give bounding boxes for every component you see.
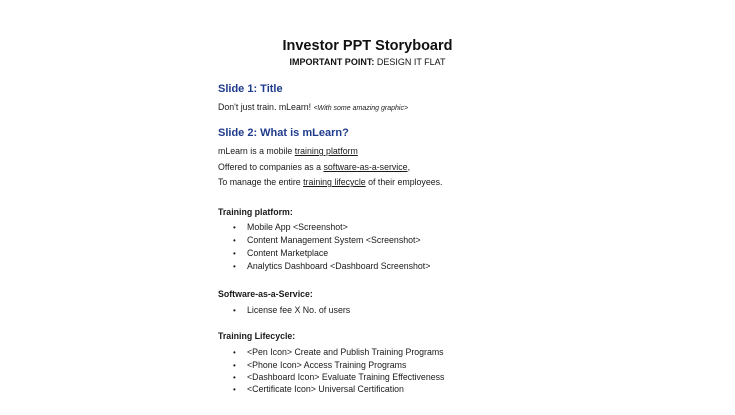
list-item [233, 360, 406, 370]
list-item-text: <Certificate Icon> Universal Certification [247, 384, 404, 394]
list-item [233, 261, 430, 271]
list-item [233, 235, 421, 245]
document-subtitle [0, 57, 735, 67]
training-platform-link[interactable]: training platform [294, 146, 358, 156]
slide2-line3-text: To manage the entire [218, 177, 304, 187]
slide2-line1-text: mLearn is a mobile [218, 146, 295, 156]
list-item [233, 384, 404, 394]
list-item-text: License fee X No. of users [247, 305, 351, 315]
saas-heading: Software-as-a-Service: [218, 289, 313, 299]
saas-link[interactable]: software-as-a-service [323, 162, 408, 172]
slide2-line3-tail: of their employees. [365, 177, 443, 187]
list-item-text: Content Marketplace [247, 248, 329, 258]
subtitle-text: DESIGN IT FLAT [376, 57, 446, 67]
bullet-icon: • [233, 306, 236, 315]
slide1-tagline: Don't just train. mLearn! [218, 102, 314, 112]
slide2-line2 [218, 162, 410, 172]
bullet-icon: • [233, 348, 236, 357]
slide1-text [218, 102, 408, 112]
list-item [233, 248, 328, 258]
list-item-text: <Pen Icon> Create and Publish Training Programs [247, 347, 444, 357]
slide2-line3 [218, 177, 442, 187]
bullet-icon: • [233, 262, 236, 271]
subtitle-label: IMPORTANT POINT: [289, 57, 375, 67]
list-item [233, 347, 444, 357]
list-item-text: Mobile App <Screenshot> [247, 222, 348, 232]
training-lifecycle-link[interactable]: training lifecycle [303, 177, 366, 187]
bullet-icon: • [233, 385, 236, 394]
bullet-icon: • [233, 361, 236, 370]
list-item-text: <Phone Icon> Access Training Programs [247, 360, 407, 370]
list-item-text: <Dashboard Icon> Evaluate Training Effectiveness [247, 372, 445, 382]
slide2-line2-text: Offered to companies as a [218, 162, 324, 172]
lifecycle-heading: Training Lifecycle: [218, 331, 296, 341]
list-item-text: Analytics Dashboard <Dashboard Screenshot> [247, 261, 431, 271]
bullet-icon: • [233, 373, 236, 382]
bullet-icon: • [233, 249, 236, 258]
list-item-text: Content Management System <Screenshot> [247, 235, 421, 245]
training-platform-heading: Training platform: [218, 207, 293, 217]
slide1-heading: Slide 1: Title [218, 83, 283, 95]
slide2-line1 [218, 146, 358, 156]
slide2-line2-punct: , [407, 162, 411, 172]
list-item [233, 222, 348, 232]
list-item [233, 305, 350, 315]
bullet-icon: • [233, 223, 236, 232]
slide2-heading: Slide 2: What is mLearn? [218, 127, 349, 139]
bullet-icon: • [233, 236, 236, 245]
document-title: Investor PPT Storyboard [282, 38, 453, 54]
slide1-note: <With some amazing graphic> [313, 105, 409, 112]
list-item [233, 372, 444, 382]
